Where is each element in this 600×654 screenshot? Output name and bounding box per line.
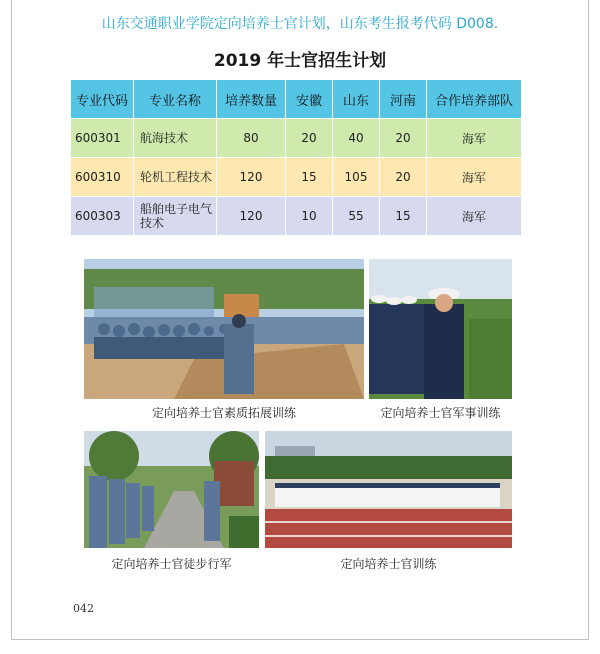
enrollment-plan-table xyxy=(70,79,522,236)
cell-anhui: 10 xyxy=(286,197,333,236)
cell-henan: 20 xyxy=(380,119,427,158)
cell-unit: 海军 xyxy=(427,158,522,197)
cell-code: 600310 xyxy=(71,158,134,197)
cell-henan: 20 xyxy=(380,158,427,197)
caption-photo-4: 定向培养士官训练 xyxy=(340,557,437,571)
page-header: 山东交通职业学院定向培养士官计划，山东考生报考代码 D008. xyxy=(101,16,499,32)
photo-quality-expansion-training xyxy=(84,259,364,399)
cell-total: 120 xyxy=(217,197,286,236)
cell-anhui: 20 xyxy=(286,119,333,158)
cell-shandong: 105 xyxy=(333,158,380,197)
table-header-row xyxy=(71,80,522,119)
cell-name: 轮机工程技术 xyxy=(134,158,217,197)
cell-total: 80 xyxy=(217,119,286,158)
col-header-code: 专业代码 xyxy=(71,80,134,119)
photo-military-training xyxy=(369,259,512,399)
page-number: 042 xyxy=(73,602,94,615)
cell-name: 航海技术 xyxy=(134,119,217,158)
cell-name: 船舶电子电气技术 xyxy=(134,197,217,236)
cell-henan: 15 xyxy=(380,197,427,236)
col-header-total: 培养数量 xyxy=(217,80,286,119)
cell-shandong: 40 xyxy=(333,119,380,158)
col-header-name: 专业名称 xyxy=(134,80,217,119)
caption-photo-3: 定向培养士官徒步行军 xyxy=(111,557,232,571)
col-header-henan: 河南 xyxy=(380,80,427,119)
caption-photo-2: 定向培养士官军事训练 xyxy=(380,406,501,420)
table-row xyxy=(71,158,522,197)
cell-anhui: 15 xyxy=(286,158,333,197)
caption-photo-1: 定向培养士官素质拓展训练 xyxy=(151,406,296,420)
page-title: 2019 年士官招生计划 xyxy=(213,51,387,71)
cell-code: 600303 xyxy=(71,197,134,236)
cell-code: 600301 xyxy=(71,119,134,158)
cell-unit: 海军 xyxy=(427,197,522,236)
cell-shandong: 55 xyxy=(333,197,380,236)
table-row xyxy=(71,197,522,236)
photo-walking-march xyxy=(84,431,259,548)
table-row xyxy=(71,119,522,158)
photo-cadet-training xyxy=(265,431,512,548)
col-header-unit: 合作培养部队 xyxy=(427,80,522,119)
cell-unit: 海军 xyxy=(427,119,522,158)
col-header-shandong: 山东 xyxy=(333,80,380,119)
cell-total: 120 xyxy=(217,158,286,197)
col-header-anhui: 安徽 xyxy=(286,80,333,119)
